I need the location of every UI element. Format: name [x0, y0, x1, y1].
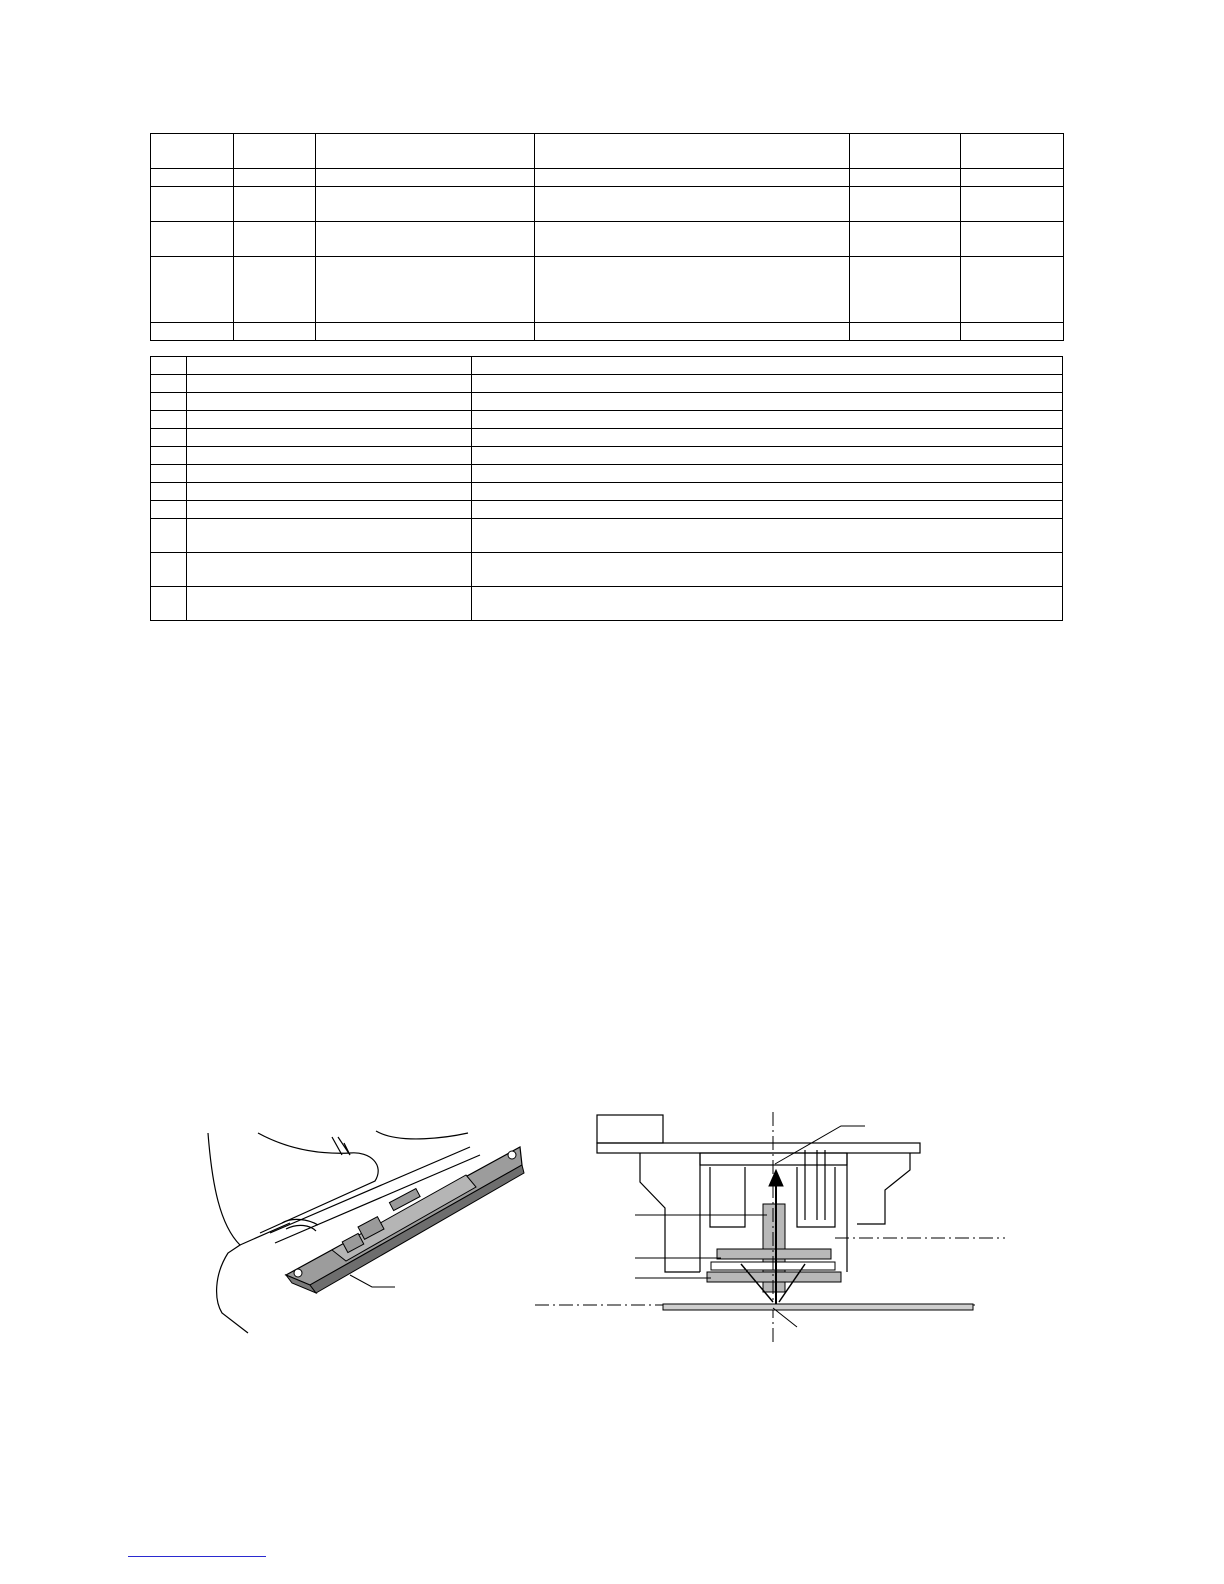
table-cell [472, 465, 1063, 483]
table-row [151, 375, 1063, 393]
table-cell [187, 587, 472, 621]
footer-rule [128, 1556, 266, 1557]
table-cell [535, 169, 850, 187]
spec-table [150, 133, 1064, 341]
table-cell [961, 323, 1064, 341]
table-row [151, 519, 1063, 553]
table-row [151, 187, 1064, 222]
table-cell [187, 465, 472, 483]
table-cell [151, 323, 234, 341]
table-cell [472, 519, 1063, 553]
table-cell [187, 553, 472, 587]
table-cell [151, 447, 187, 465]
table-row [151, 429, 1063, 447]
table-row [151, 323, 1064, 341]
table-cell [151, 553, 187, 587]
table-cell [472, 483, 1063, 501]
table-cell [961, 187, 1064, 222]
table-cell [151, 519, 187, 553]
table-cell [151, 257, 234, 323]
table-cell [850, 169, 961, 187]
table-cell [187, 411, 472, 429]
sensor-assembly-figure [200, 1125, 540, 1335]
table-cell [472, 553, 1063, 587]
table-cell [187, 501, 472, 519]
glass-plate [663, 1304, 973, 1310]
table-row [151, 553, 1063, 587]
table-cell [472, 411, 1063, 429]
lens-cross-section-figure [535, 1112, 1005, 1344]
table-cell [151, 393, 187, 411]
lens-barrel [707, 1204, 841, 1292]
table-cell [151, 429, 187, 447]
table-cell [187, 429, 472, 447]
table-cell [151, 375, 187, 393]
table-cell [151, 134, 234, 169]
table-cell [535, 222, 850, 257]
table-cell [535, 187, 850, 222]
table-cell [850, 134, 961, 169]
table-cell [535, 134, 850, 169]
table-row [151, 134, 1064, 169]
table-cell [961, 134, 1064, 169]
sensor-bar [286, 1147, 524, 1293]
table-cell [472, 447, 1063, 465]
table-cell [850, 257, 961, 323]
table-cell [151, 465, 187, 483]
table-cell [151, 169, 234, 187]
table-cell [316, 323, 535, 341]
table-cell [151, 587, 187, 621]
table-cell [234, 134, 316, 169]
table-cell [151, 222, 234, 257]
table-cell [472, 357, 1063, 375]
table-row [151, 447, 1063, 465]
table-cell [316, 169, 535, 187]
table-cell [316, 222, 535, 257]
table-row [151, 357, 1063, 375]
table-cell [316, 134, 535, 169]
table-cell [234, 169, 316, 187]
table-cell [151, 357, 187, 375]
table-row [151, 169, 1064, 187]
table-cell [535, 257, 850, 323]
table-cell [472, 501, 1063, 519]
table-cell [316, 257, 535, 323]
table-cell [850, 187, 961, 222]
table-cell [187, 357, 472, 375]
table-cell [234, 323, 316, 341]
table-cell [187, 483, 472, 501]
leader-line [350, 1275, 395, 1287]
table-row [151, 222, 1064, 257]
table-row [151, 483, 1063, 501]
table-cell [961, 169, 1064, 187]
table-cell [472, 587, 1063, 621]
table-cell [187, 393, 472, 411]
table-cell [535, 323, 850, 341]
table-cell [234, 222, 316, 257]
table-cell [961, 257, 1064, 323]
table-cell [151, 411, 187, 429]
parts-table [150, 356, 1063, 621]
table-row [151, 257, 1064, 323]
table-cell [472, 393, 1063, 411]
table-row [151, 465, 1063, 483]
table-cell [187, 375, 472, 393]
table-cell [234, 257, 316, 323]
table-cell [151, 187, 234, 222]
table-cell [472, 375, 1063, 393]
table-cell [151, 501, 187, 519]
table-cell [961, 222, 1064, 257]
table-cell [850, 222, 961, 257]
table-cell [151, 483, 187, 501]
table-cell [316, 187, 535, 222]
table-row [151, 393, 1063, 411]
table-cell [472, 429, 1063, 447]
table-cell [187, 519, 472, 553]
table-row [151, 587, 1063, 621]
table-cell [234, 187, 316, 222]
table-cell [187, 447, 472, 465]
table-row [151, 411, 1063, 429]
table-row [151, 501, 1063, 519]
table-cell [850, 323, 961, 341]
